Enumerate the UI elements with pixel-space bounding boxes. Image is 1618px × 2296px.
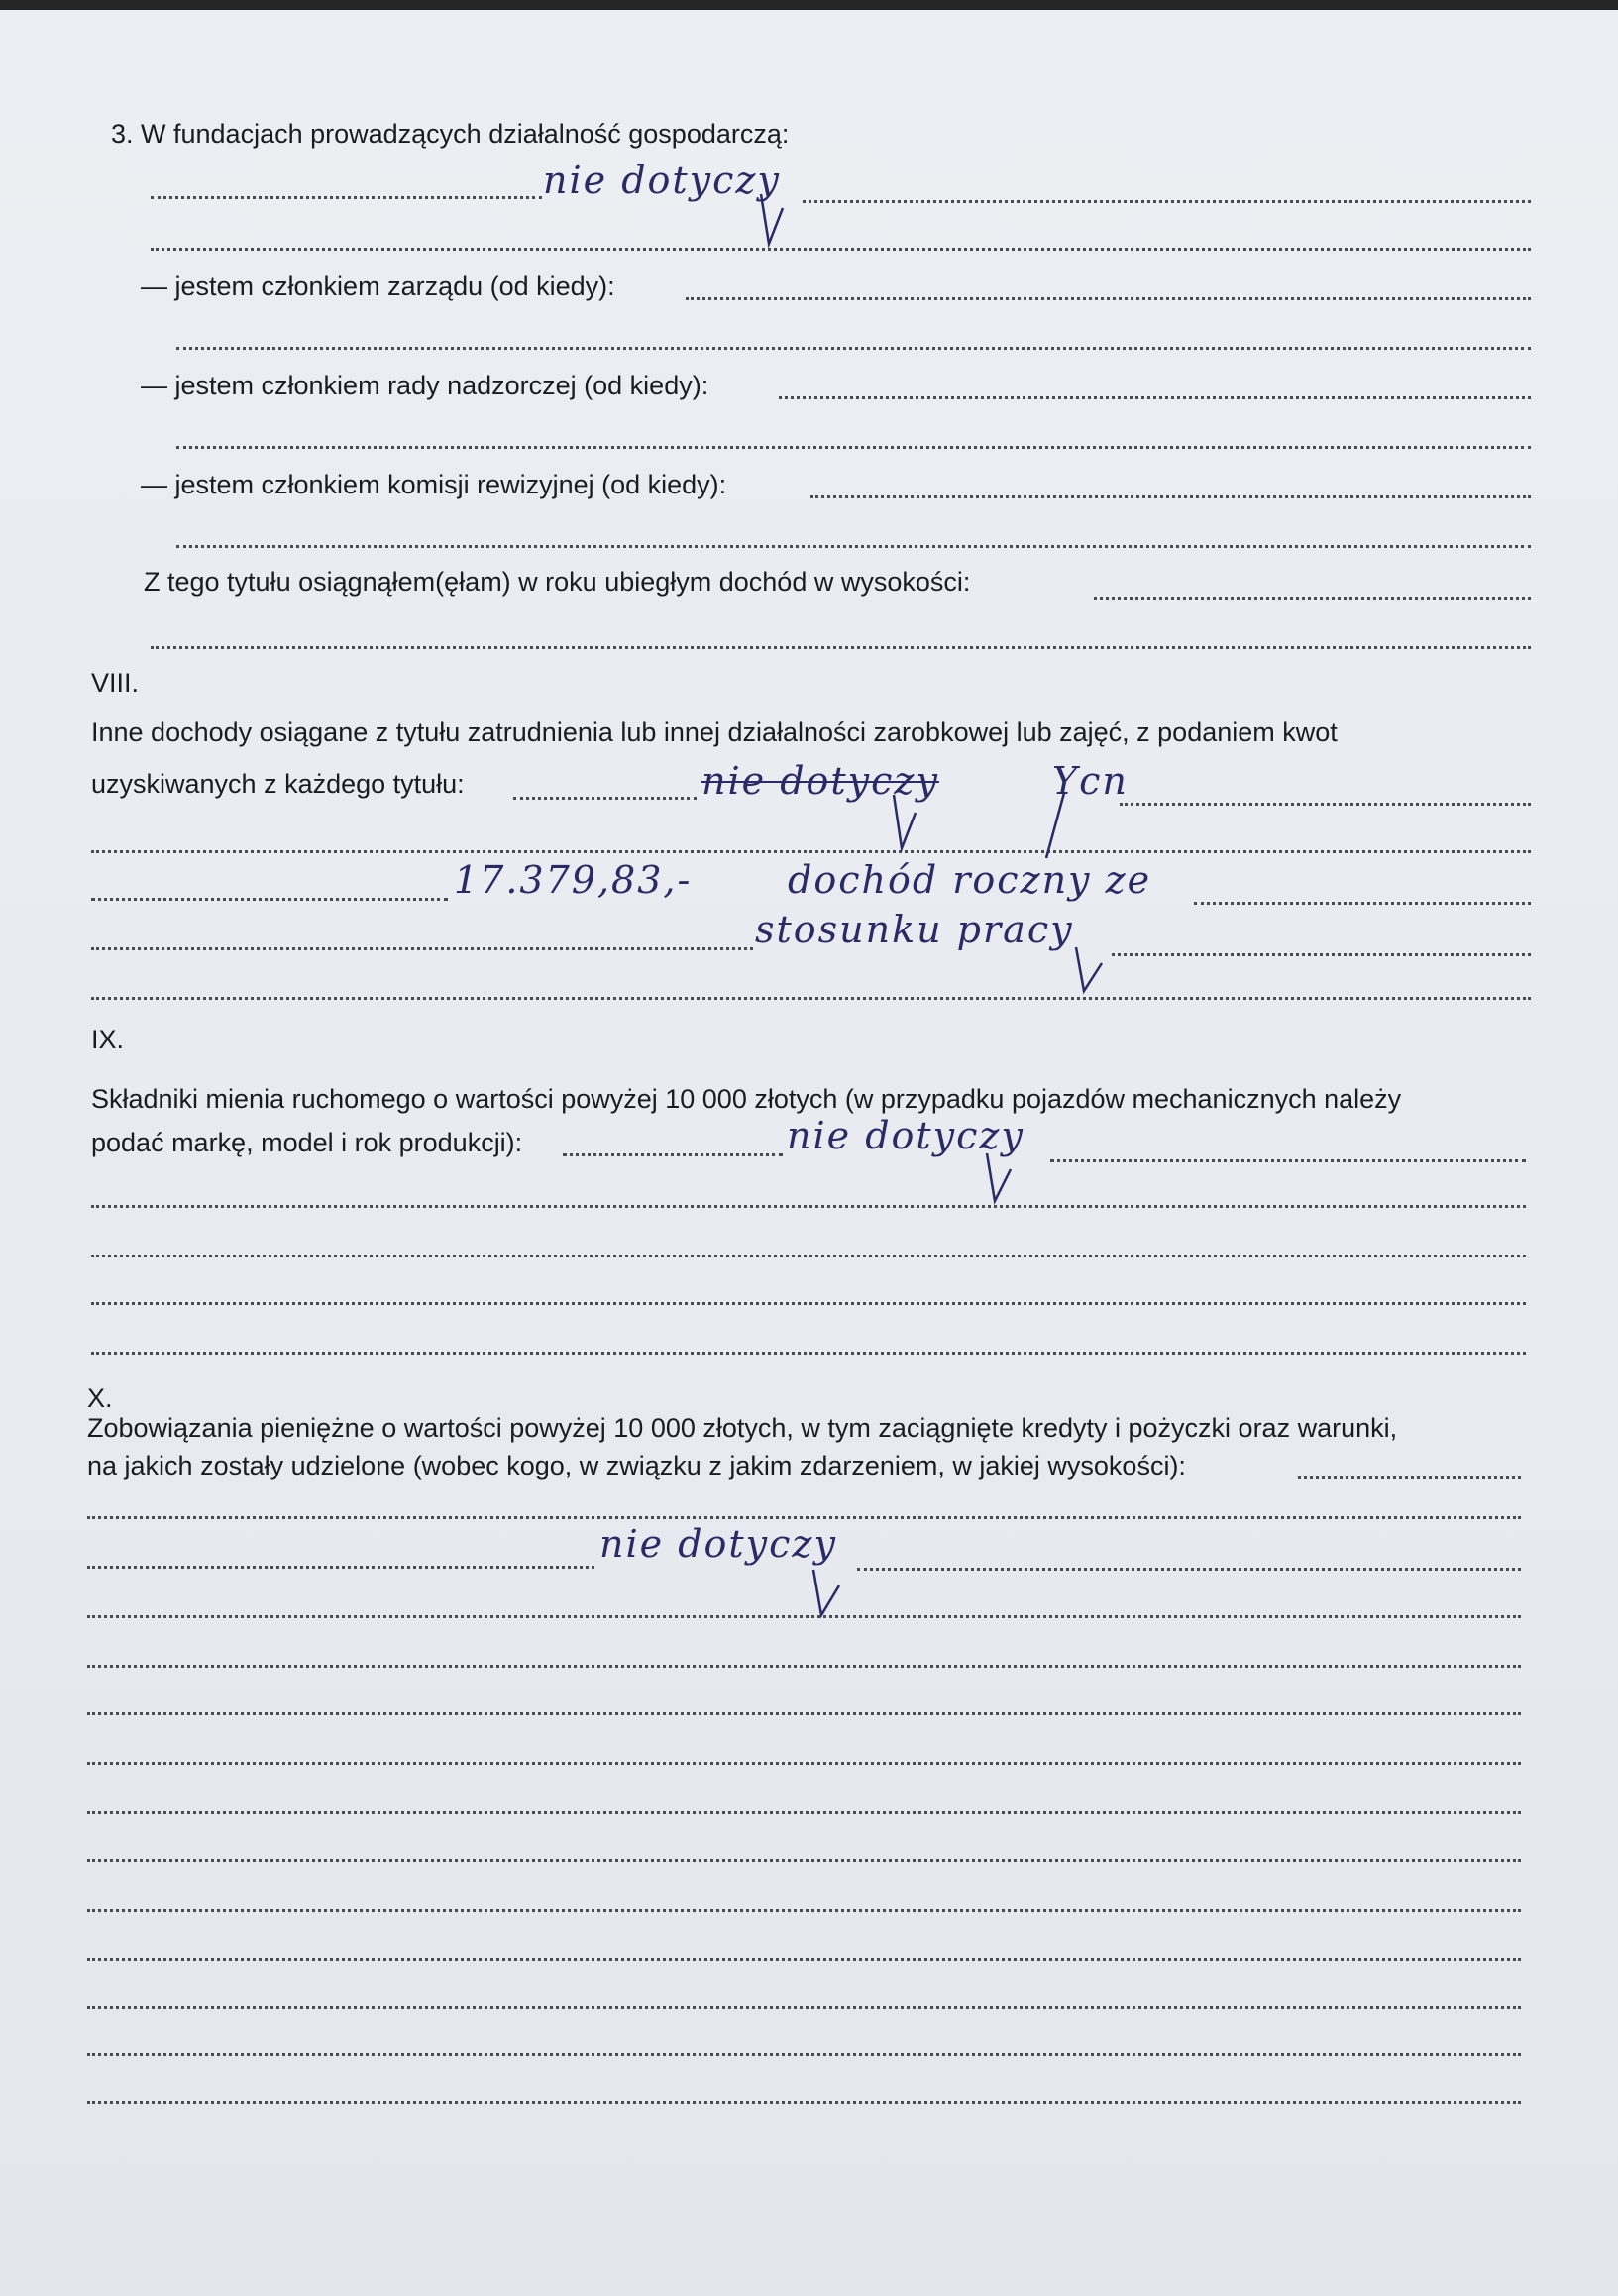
fill-line <box>87 1762 1521 1765</box>
fill-line <box>686 297 1531 300</box>
fill-line <box>87 1566 594 1569</box>
fill-line <box>87 1811 1521 1814</box>
section-ix-number: IX. <box>91 1025 125 1054</box>
fill-line <box>87 1909 1521 1912</box>
fill-line <box>176 545 1531 548</box>
fill-line <box>91 1352 1526 1355</box>
fill-line <box>176 347 1531 350</box>
fill-line <box>1112 953 1531 956</box>
handwritten-answer-3: nie dotyczy <box>543 159 781 202</box>
correction-mark: Ycn <box>1052 759 1129 803</box>
fill-line <box>1120 803 1531 806</box>
handwritten-amount-desc-2: stosunku pracy <box>755 908 1074 951</box>
fill-line <box>1194 902 1531 905</box>
fill-line <box>563 1153 783 1156</box>
fill-line <box>151 646 1531 649</box>
section-viii-text-1: Inne dochody osiągane z tytułu zatrudnienia lub innej działalności zarobkowej lub zajęć, z podaniem kwot <box>91 717 1338 747</box>
section-3-heading: 3. W fundacjach prowadzących działalność gospodarczą: <box>111 119 790 149</box>
fill-line <box>87 1516 1521 1519</box>
fill-line <box>513 797 697 800</box>
section-viii-text-2: uzyskiwanych z każdego tytułu: <box>91 769 465 799</box>
handwritten-amount-desc: dochód roczny ze <box>788 858 1152 902</box>
fill-line <box>803 200 1531 203</box>
handwritten-answer-ix: nie dotyczy <box>787 1114 1025 1157</box>
fill-line <box>91 898 448 901</box>
income-label: Z tego tytułu osiągnąłem(ęłam) w roku ubiegłym dochód w wysokości: <box>144 567 971 597</box>
section-viii-number: VIII. <box>91 668 140 698</box>
handwritten-answer-x: nie dotyczy <box>599 1522 837 1566</box>
handwriting-flourish <box>981 1149 1021 1209</box>
handwriting-flourish <box>1070 941 1110 1001</box>
fill-line <box>87 1665 1521 1668</box>
board-member-label: — jestem członkiem zarządu (od kiedy): <box>141 272 615 301</box>
fill-line <box>151 248 1531 251</box>
fill-line <box>176 446 1531 449</box>
handwriting-flourish <box>1040 789 1070 868</box>
fill-line <box>857 1568 1521 1571</box>
fill-line <box>87 2006 1521 2009</box>
handwriting-flourish <box>888 789 927 858</box>
fill-line <box>87 1712 1521 1715</box>
handwriting-flourish <box>808 1566 847 1625</box>
section-x-number: X. <box>87 1383 113 1413</box>
handwriting-flourish <box>753 188 793 258</box>
section-ix-text-2: podać markę, model i rok produkcji): <box>91 1128 523 1157</box>
fill-line <box>91 947 753 950</box>
fill-line <box>91 1302 1526 1305</box>
fill-line <box>91 850 1531 853</box>
fill-line <box>87 2053 1521 2056</box>
fill-line <box>1094 597 1531 600</box>
fill-line <box>810 495 1531 498</box>
fill-line <box>87 1615 1521 1618</box>
fill-line <box>1050 1159 1526 1162</box>
section-ix-text-1: Składniki mienia ruchomego o wartości powyżej 10 000 złotych (w przypadku pojazdów mechanicznych należy <box>91 1084 1402 1114</box>
scan-top-edge <box>0 0 1618 10</box>
fill-line <box>91 1205 1526 1208</box>
fill-line <box>91 997 1531 1000</box>
handwritten-amount: 17.379,83,- <box>454 858 693 902</box>
fill-line <box>1298 1476 1521 1479</box>
section-x-text-2: na jakich zostały udzielone (wobec kogo, w związku z jakim zdarzeniem, w jakiej wysokości): <box>87 1451 1186 1480</box>
audit-member-label: — jestem członkiem komisji rewizyjnej (od kiedy): <box>141 470 727 499</box>
struck-handwritten-answer: nie dotyczy <box>701 759 939 803</box>
fill-line <box>91 1255 1526 1257</box>
fill-line <box>87 1958 1521 1961</box>
fill-line <box>151 196 542 199</box>
section-x-text-1: Zobowiązania pieniężne o wartości powyżej 10 000 złotych, w tym zaciągnięte kredyty i pożyczki oraz warunki, <box>87 1413 1398 1443</box>
fill-line <box>87 1859 1521 1862</box>
fill-line <box>87 2101 1521 2104</box>
document-page <box>0 10 1618 2296</box>
supervisory-member-label: — jestem członkiem rady nadzorczej (od kiedy): <box>141 371 709 400</box>
fill-line <box>779 396 1531 399</box>
